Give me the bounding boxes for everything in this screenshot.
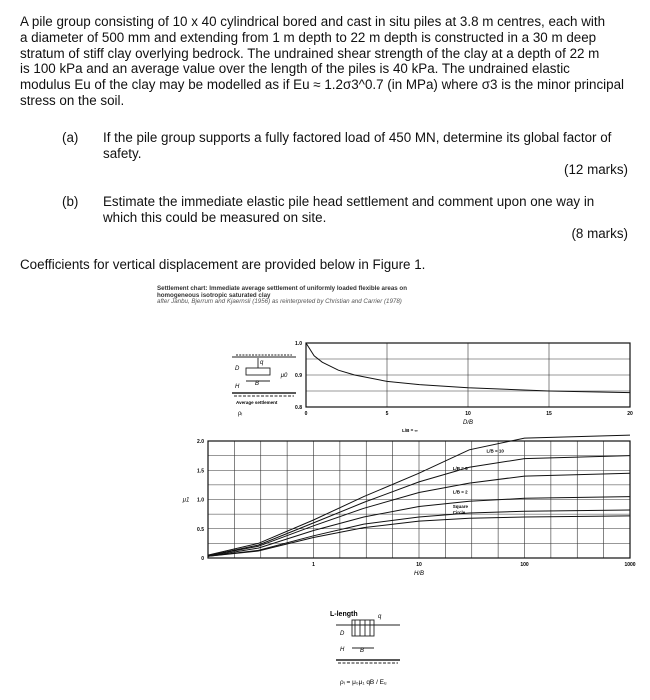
x-tick-label: 5 [385, 411, 389, 417]
curve-label: L/B = ∞ [402, 428, 418, 434]
curve-label: Square [452, 504, 469, 510]
bottom-d-label: D [340, 631, 345, 637]
bottom-b-label: B [360, 648, 365, 654]
intro-line: stratum of stiff clay overlying bedrock. The undrained shear strength of the clay at a depth of 22 m [20, 45, 600, 61]
part-b-marks: (8 marks) [571, 226, 628, 241]
x-tick-label: 1 [312, 562, 315, 568]
x-tick-label: 10 [416, 562, 422, 568]
length-label: L-length [330, 611, 358, 618]
x-axis-label: D/B [462, 420, 474, 426]
part-a-line: If the pile group supports a fully factored load of 450 MN, determine its global factor of [103, 130, 612, 145]
y-tick-label: 1.5 [197, 468, 204, 475]
figure-title-line: homogeneous isotropic saturated clay [157, 291, 271, 299]
figure-title-line: Settlement chart: Immediate average settlement of uniformly loaded flexible areas on [157, 285, 407, 292]
sketch-d-label: D [235, 366, 240, 372]
sketch-b-label: B [255, 381, 260, 387]
x-tick-label: 20 [627, 411, 633, 417]
y-tick-label: 0.5 [197, 526, 204, 533]
layer-sketch [336, 620, 400, 663]
intro-line: modulus Eu of the clay may be modelled as if Eu ≈ 1.2σ3^0.7 (in MPa) where σ3 is the minor principal [20, 77, 625, 93]
settlement-formula: ρᵢ = μ₀μ₁ qB / Eᵤ [340, 679, 387, 686]
x-axis-label: H/B [413, 571, 425, 577]
sketch-avg-label: Average settlement [236, 400, 278, 405]
part-b-label: (b) [62, 194, 79, 209]
x-tick-label: 10 [465, 411, 471, 417]
part-a-label: (a) [62, 130, 79, 145]
y-tick-label: 2.0 [197, 439, 204, 445]
mu0-chart [280, 341, 633, 426]
figure-caption: Coefficients for vertical displacement are provided below in Figure 1. [20, 257, 426, 272]
x-tick-label: 1000 [624, 562, 636, 568]
intro-line: a diameter of 500 mm and extending from 1 m depth to 22 m depth is constructed in a 30 m deep [20, 29, 597, 45]
y-tick-label: 0.8 [295, 405, 302, 411]
sketch-rho-label: ρᵢ [238, 411, 243, 417]
footing [246, 368, 270, 375]
x-tick-label: 15 [546, 411, 552, 417]
y-tick-label: 1.0 [197, 497, 204, 504]
mu1-chart [182, 428, 636, 577]
curve-label: L/B = 10 [486, 448, 504, 454]
sketch-h-label: H [235, 384, 240, 390]
intro-line: A pile group consisting of 10 x 40 cylindrical bored and cast in situ piles at 3.8 m centres, each with [20, 14, 606, 29]
part-a-line: safety. [103, 145, 142, 161]
y-tick-label: 0 [201, 556, 204, 562]
x-tick-label: 0 [304, 411, 308, 417]
curve-label: L/B = 2 [452, 489, 468, 495]
curve-label: L/B = 5 [452, 466, 468, 472]
sketch-q-label: q [260, 360, 264, 366]
intro-line: stress on the soil. [20, 92, 125, 108]
y-axis-label: μ0 [280, 373, 288, 379]
part-b-line: Estimate the immediate elastic pile head settlement and comment upon one way in [103, 194, 595, 209]
y-axis-label: μ1 [182, 497, 190, 504]
y-tick-label: 0.9 [295, 373, 302, 379]
x-tick-label: 100 [520, 562, 529, 568]
part-a-marks: (12 marks) [564, 162, 628, 177]
y-tick-label: 1.0 [295, 341, 302, 347]
bottom-q-label: q [378, 614, 382, 620]
bottom-h-label: H [340, 647, 345, 653]
figure-credit: after Janbu, Bjerrum and Kjaernsli (1956) as reinterpreted by Christian and Carrier (1978) [157, 298, 402, 306]
curve-label: Circle [452, 509, 466, 515]
part-b-line: which this could be measured on site. [103, 209, 327, 225]
intro-line: is 100 kPa and an average value over the length of the piles is 40 kPa. The undrained elastic [20, 61, 570, 77]
